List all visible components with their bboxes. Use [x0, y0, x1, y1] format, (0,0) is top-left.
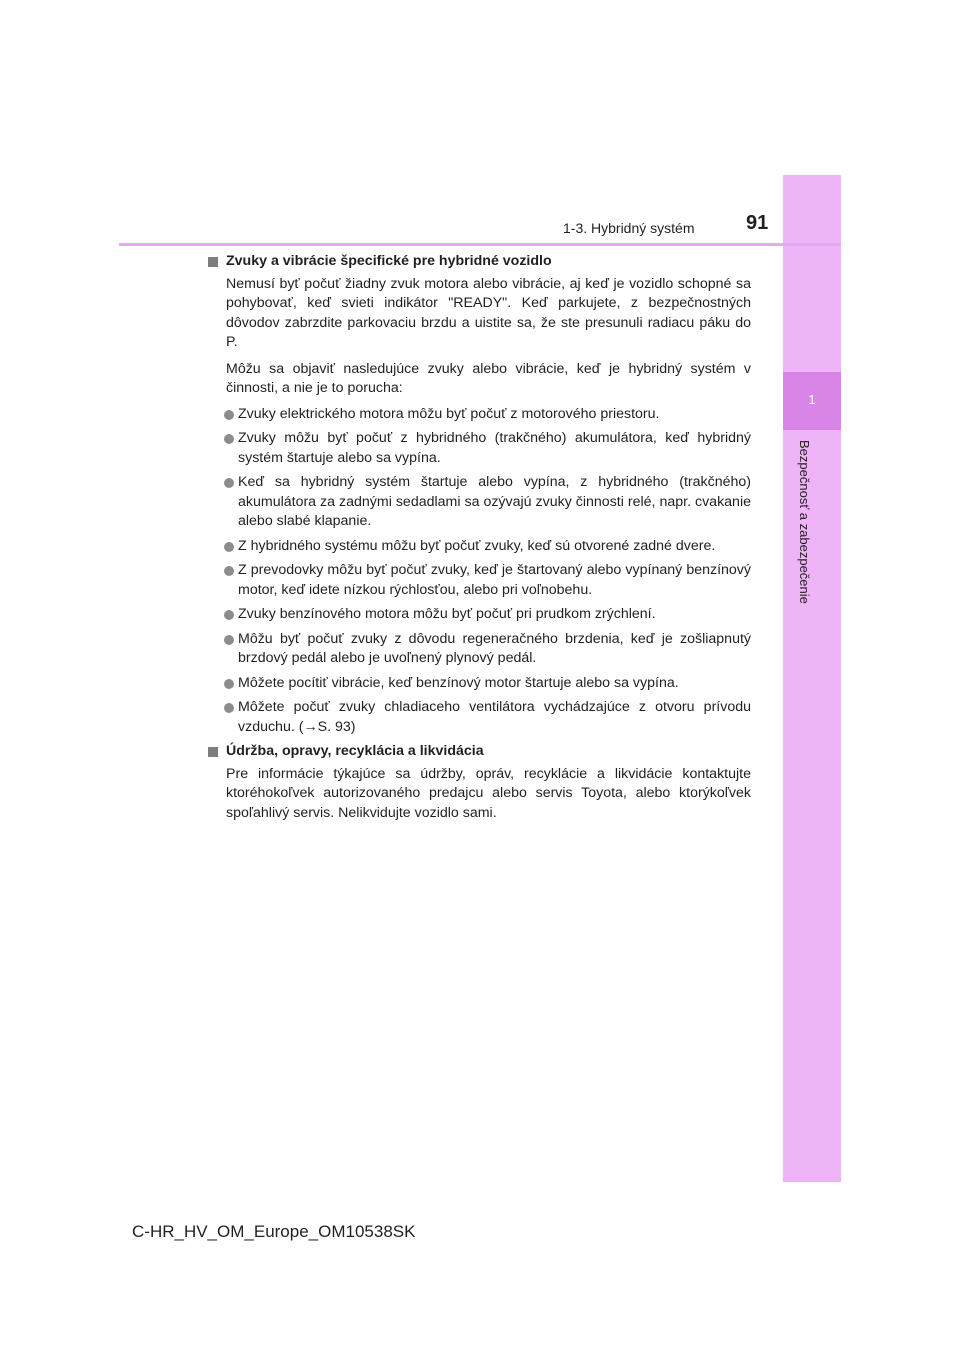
list-item — [206, 405, 751, 425]
page-number: 91 — [746, 212, 769, 234]
circle-bullet-icon — [224, 566, 234, 576]
section-title: 1-3. Hybridný systém — [563, 220, 695, 236]
list-item-text: Môžu byť počuť zvuky z dôvodu regeneračného brzdenia, keď je zošliapnutý brzdový pedál alebo je uvoľnený plynový pedál. — [238, 630, 751, 666]
circle-bullet-icon — [224, 542, 234, 552]
list-item — [206, 630, 751, 669]
document-id: C-HR_HV_OM_Europe_OM10538SK — [132, 1222, 416, 1241]
list-item — [206, 674, 751, 694]
section-hybrid-sounds — [206, 252, 751, 737]
section-maintenance — [206, 742, 751, 823]
circle-bullet-icon — [224, 679, 234, 689]
paragraph: Nemusí byť počuť žiadny zvuk motora alebo vibrácie, aj keď je vozidlo schopné sa pohybovať, keď svieti indikátor "READY". Keď parkujete, z bezpečnostných dôvodov zabrzdite parkovaciu brzdu a uistite sa, že ste presunuli radiacu páku do P. — [226, 275, 751, 350]
list-item-text: Keď sa hybridný systém štartuje alebo vypína, z hybridného (trakčného) akumulátora za zadnými sedadlami sa ozývajú zvuky činnosti relé, napr. cvakanie alebo slabé klapanie. — [238, 474, 751, 529]
square-bullet-icon — [208, 257, 218, 267]
circle-bullet-icon — [224, 410, 234, 420]
list-item — [206, 473, 751, 532]
list-item-text: Môžete počuť zvuky chladiaceho ventilátora vychádzajúce z otvoru prívodu vzduchu. (→S. 93) — [238, 699, 751, 735]
list-item — [206, 429, 751, 468]
circle-bullet-icon — [224, 610, 234, 620]
list-item-text: Môžete pocítiť vibrácie, keď benzínový motor štartuje alebo sa vypína. — [238, 674, 679, 691]
circle-bullet-icon — [224, 434, 234, 444]
list-item — [206, 537, 751, 557]
header-rule — [119, 243, 841, 246]
list-item-text: Z hybridného systému môžu byť počuť zvuky, keď sú otvorené zadné dvere. — [238, 537, 716, 554]
list-item-text: Zvuky môžu byť počuť z hybridného (trakčného) akumulátora, keď hybridný systém štartuje alebo sa vypína. — [238, 430, 751, 466]
section-heading-text: Zvuky a vibrácie špecifické pre hybridné vozidlo — [226, 253, 552, 269]
list-item-text: Z prevodovky môžu byť počuť zvuky, keď je štartovaný alebo vypínaný benzínový motor, keď idete nízkou rýchlosťou, alebo pri voľnobehu. — [238, 562, 751, 598]
section-heading — [206, 742, 751, 762]
list-item-text: Zvuky benzínového motora môžu byť počuť pri prudkom zrýchlení. — [238, 606, 656, 622]
circle-bullet-icon — [224, 635, 234, 645]
section-heading — [206, 252, 751, 272]
square-bullet-icon — [208, 747, 218, 757]
chapter-label: Bezpečnosť a zabezpečenie — [797, 440, 812, 604]
section-heading-text: Údržba, opravy, recyklácia a likvidácia — [226, 743, 484, 759]
circle-bullet-icon — [224, 478, 234, 488]
chapter-number: 1 — [808, 392, 816, 407]
paragraph: Môžu sa objaviť nasledujúce zvuky alebo vibrácie, keď je hybridný systém v činnosti, a nie je to porucha: — [226, 360, 751, 396]
sound-list — [206, 405, 751, 738]
list-item — [206, 561, 751, 600]
list-item-text: Zvuky elektrického motora môžu byť počuť z motorového priestoru. — [238, 405, 660, 422]
list-item — [206, 698, 751, 737]
circle-bullet-icon — [224, 703, 234, 713]
paragraph: Pre informácie týkajúce sa údržby, opráv, recyklácie a likvidácie kontaktujte ktoréhokoľvek autorizovaného predajcu alebo servis Toyota, alebo ktorýkoľvek spoľahlivý servis. Nelikvidujte vozidlo sami. — [226, 765, 751, 821]
list-item — [206, 605, 751, 625]
page-content — [206, 252, 751, 823]
chapter-side-tab — [783, 175, 841, 1182]
